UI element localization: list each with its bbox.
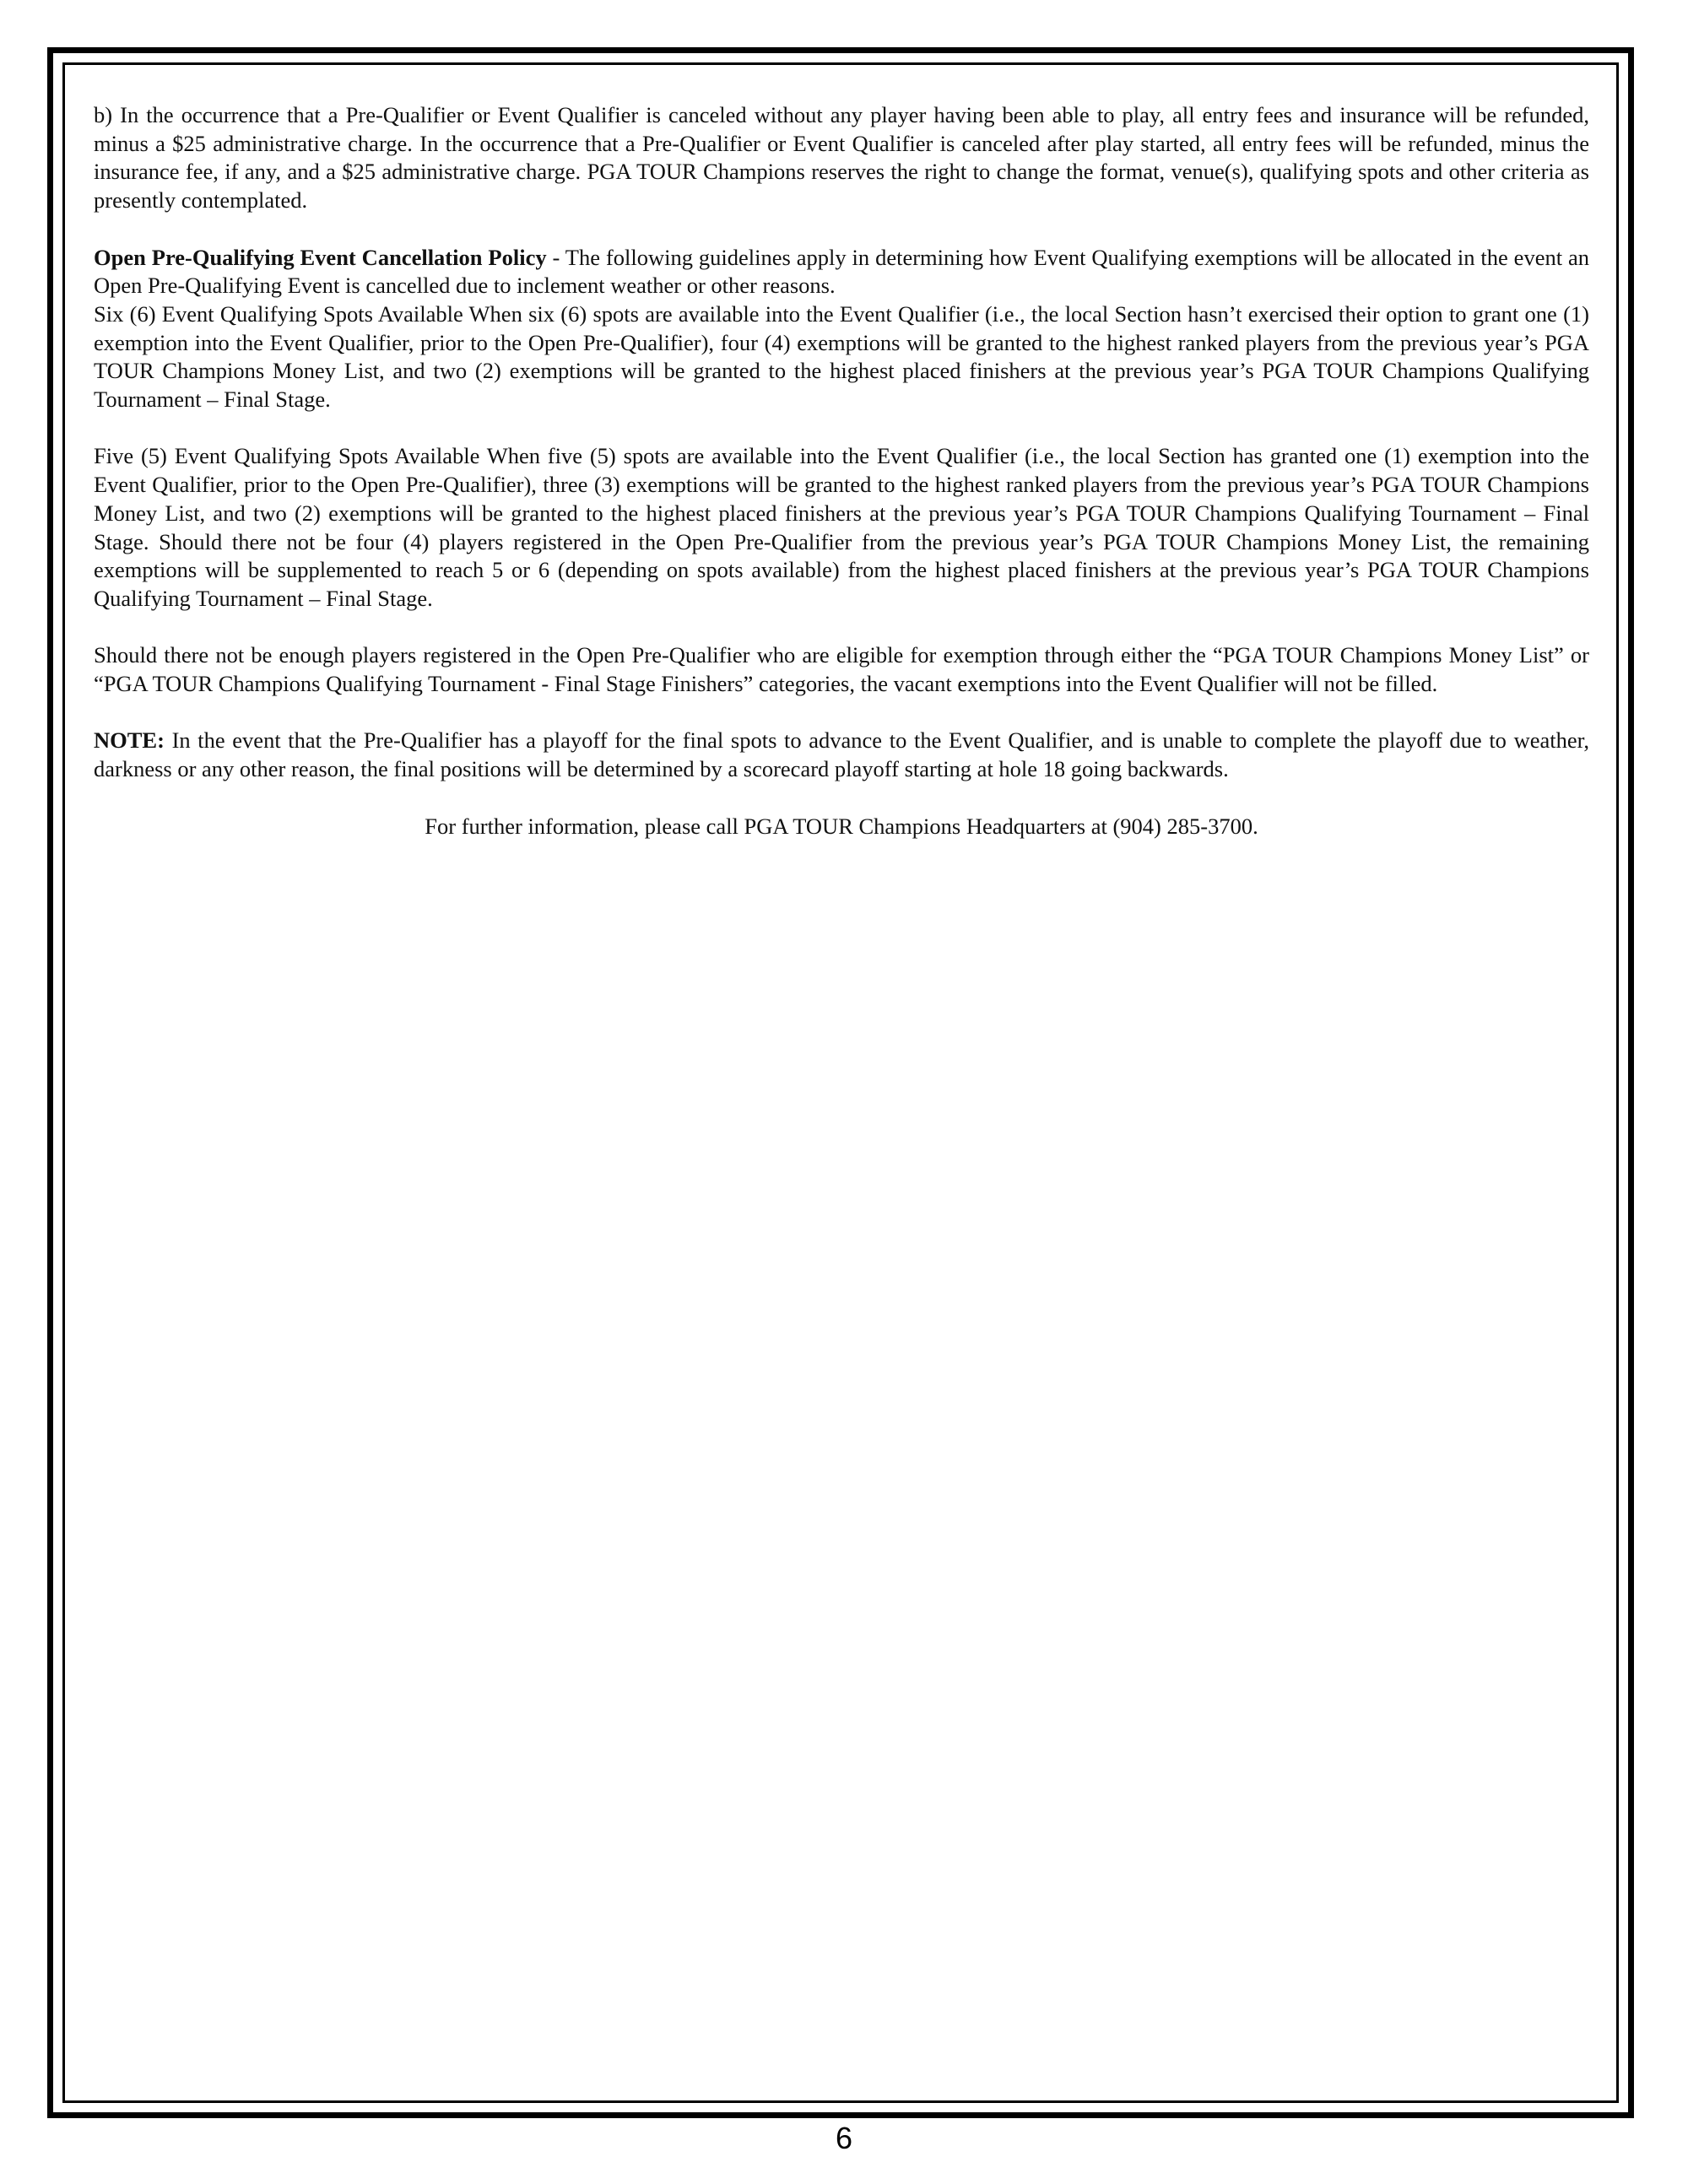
vacant-exemptions-paragraph: Should there not be enough players registered in the Open Pre-Qualifier who are eligible for exemption through either the “PGA TOUR Champions Money List” or “PGA TOUR Champions Qualifying Tournament - Final Stage Finishers” categories, the vacant exemptions into the Event Qualifier will not be filled. — [94, 642, 1589, 697]
cancellation-policy-paragraph — [94, 244, 1589, 300]
page-number: 6 — [835, 2121, 853, 2155]
five-spots-paragraph: Five (5) Event Qualifying Spots Available When five (5) spots are available into the Event Qualifier (i.e., the local Section has granted one (1) exemption into the Event Qualifier, prior to the Open Pre-Qualifier), three (3) exemptions will be granted to the highest ranked players from the previous year’s PGA TOUR Champions Money List, and two (2) exemptions will be granted to the highest placed finishers at the previous year’s PGA TOUR Champions Qualifying Tournament – Final Stage. Should there not be four (4) players registered in the Open Pre-Qualifier from the previous year’s PGA TOUR Champions Money List, the remaining exemptions will be supplemented to reach 5 or 6 (depending on spots available) from the highest placed finishers at the previous year’s PGA TOUR Champions Qualifying Tournament – Final Stage. — [94, 443, 1589, 611]
note-paragraph — [94, 727, 1589, 783]
contact-info: For further information, please call PGA TOUR Champions Headquarters at (904) 285-3700. — [425, 813, 1258, 839]
document-body — [94, 101, 1589, 841]
note-label: NOTE: — [94, 727, 165, 754]
six-spots-paragraph: Six (6) Event Qualifying Spots Available When six (6) spots are available into the Event Qualifier (i.e., the local Section hasn’t exercised their option to grant one (1) exemption into the Event Qualifier, prior to the Open Pre-Qualifier), four (4) exemptions will be granted to the highest ranked players from the previous year’s PGA TOUR Champions Money List, and two (2) exemptions will be granted to the highest placed finishers at the previous year’s PGA TOUR Champions Qualifying Tournament – Final Stage. — [94, 300, 1589, 413]
cancellation-policy-intro: - The following guidelines apply in determining how Event Qualifying exemptions will be allocated in the event an Open Pre-Qualifying Event is cancelled due to inclement weather or other reasons. — [94, 244, 1589, 299]
refund-policy-paragraph: b) In the occurrence that a Pre-Qualifier or Event Qualifier is canceled without any player having been able to play, all entry fees and insurance will be refunded, minus a $25 administrative charge. In the occurrence that a Pre-Qualifier or Event Qualifier is canceled after play started, all entry fees will be refunded, minus the insurance fee, if any, and a $25 administrative charge. PGA TOUR Champions reserves the right to change the format, venue(s), qualifying spots and other criteria as presently contemplated. — [94, 102, 1589, 214]
cancellation-policy-heading: Open Pre-Qualifying Event Cancellation Policy — [94, 244, 547, 270]
note-text: In the event that the Pre-Qualifier has a playoff for the final spots to advance to the Event Qualifier, and is unable to complete the playoff due to weather, darkness or any other reason, the final positions will be determined by a scorecard playoff starting at hole 18 going backwards. — [94, 727, 1589, 782]
